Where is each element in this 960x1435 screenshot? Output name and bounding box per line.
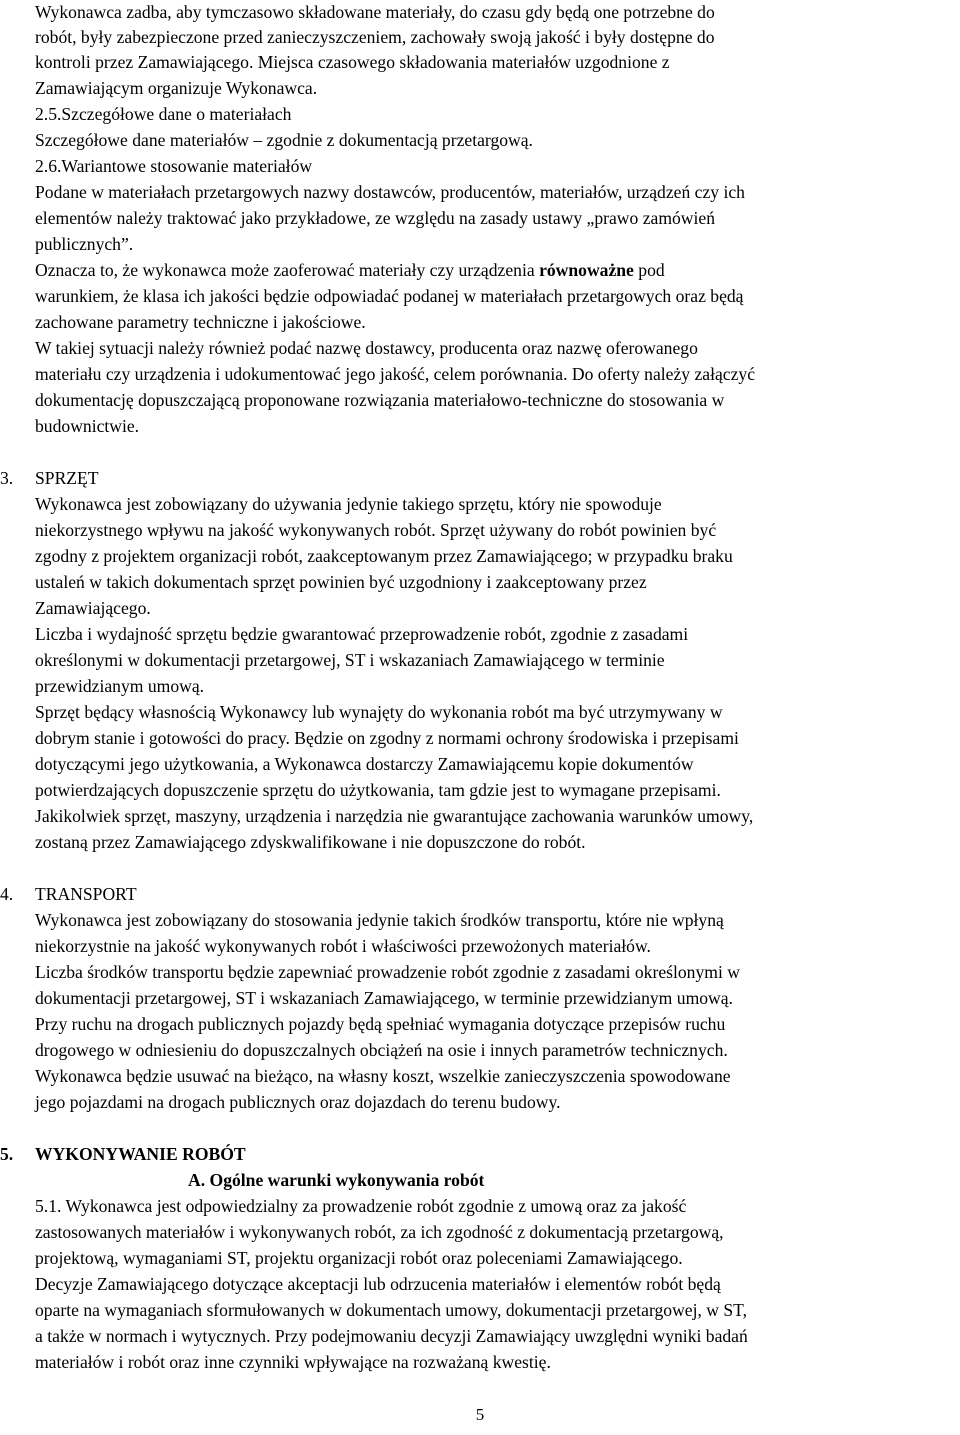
subsection-heading-2-6: 2.6.Wariantowe stosowanie materiałów (35, 156, 313, 176)
paragraph-line: dotyczącymi jego użytkowania, a Wykonawca dostarczy Zamawiającemu kopie dokumentów (35, 754, 694, 774)
subsection-heading-a: A. Ogólne warunki wykonywania robót (188, 1170, 485, 1190)
paragraph-line: Wykonawca zadba, aby tymczasowo składowane materiały, do czasu gdy będą one potrzebne do (35, 2, 715, 22)
paragraph-line: dokumentacji przetargowej, ST i wskazaniach Zamawiającego, w terminie przewidzianym umową. (35, 988, 733, 1008)
paragraph-line: oparte na wymaganiach sformułowanych w dokumentach umowy, dokumentacji przetargowej, w ST, (35, 1300, 748, 1320)
paragraph-line: publicznych”. (35, 234, 134, 254)
paragraph-line: budownictwie. (35, 416, 140, 436)
paragraph-line: elementów należy traktować jako przykładowe, ze względu na zasady ustawy „prawo zamówień (35, 208, 716, 228)
paragraph-line: Przy ruchu na drogach publicznych pojazdy będą spełniać wymagania dotyczące przepisów ruchu (35, 1014, 726, 1034)
page-number: 5 (475, 1405, 485, 1424)
paragraph-line: W takiej sytuacji należy również podać nazwę dostawcy, producenta oraz nazwę oferowanego (35, 338, 698, 358)
paragraph-line: ustaleń w takich dokumentach sprzęt powinien być uzgodniony i zaakceptowany przez (35, 572, 647, 592)
section-number: 3. (0, 468, 14, 488)
paragraph-line: określonymi w dokumentacji przetargowej, ST i wskazaniach Zamawiającego w terminie (35, 650, 665, 670)
section-number: 5. (0, 1144, 14, 1164)
paragraph-line: projektową, wymaganiami ST, projektu organizacji robót oraz poleceniami Zamawiającego. (35, 1248, 683, 1268)
paragraph-line: Podane w materiałach przetargowych nazwy dostawców, producentów, materiałów, urządzeń czy ich (35, 182, 745, 202)
paragraph-line: Wykonawca jest zobowiązany do stosowania jedynie takich środków transportu, które nie wpłyną (35, 910, 724, 930)
section-title: TRANSPORT (35, 884, 137, 904)
paragraph-line: Zamawiającym organizuje Wykonawca. (35, 78, 318, 98)
paragraph-line: Zamawiającego. (35, 598, 151, 618)
section-number: 4. (0, 884, 14, 904)
paragraph-line: warunkiem, że klasa ich jakości będzie odpowiadać podanej w materiałach przetargowych oraz będą (35, 286, 744, 306)
equivalent-text-before: Oznacza to, że wykonawca może zaoferować materiały czy urządzenia (35, 260, 540, 280)
paragraph-line: Jakikolwiek sprzęt, maszyny, urządzenia i narzędzia nie gwarantujące zachowania warunków umowy, (35, 806, 754, 826)
paragraph-line: materiału czy urządzenia i udokumentować jego jakość, celem porównania. Do oferty należy załączyć (35, 364, 756, 384)
paragraph-line: materiałów i robót oraz inne czynniki wpływające na rozważaną kwestię. (35, 1352, 551, 1372)
paragraph-line: 5.1. Wykonawca jest odpowiedzialny za prowadzenie robót zgodnie z umową oraz za jakość (35, 1196, 687, 1216)
section-title: SPRZĘT (35, 468, 99, 488)
section-title: WYKONYWANIE ROBÓT (35, 1144, 246, 1164)
paragraph-line: Wykonawca będzie usuwać na bieżąco, na własny koszt, wszelkie zanieczyszczenia spowodowane (35, 1066, 731, 1086)
paragraph-line: zastosowanych materiałów i wykonywanych robót, za ich zgodność z dokumentacją przetargową, (35, 1222, 724, 1242)
paragraph-line: niekorzystnego wpływu na jakość wykonywanych robót. Sprzęt używany do robót powinien być (35, 520, 717, 540)
paragraph-line: zgodny z projektem organizacji robót, zaakceptowanym przez Zamawiającego; w przypadku braku (35, 546, 733, 566)
equivalent-text-after: pod (633, 260, 665, 280)
paragraph-line: dobrym stanie i gotowości do pracy. Będzie on zgodny z normami ochrony środowiska i przepisami (35, 728, 739, 748)
paragraph-line: jego pojazdami na drogach publicznych oraz dojazdach do terenu budowy. (35, 1092, 561, 1112)
subsection-heading-2-5: 2.5.Szczegółowe dane o materiałach (35, 104, 292, 124)
paragraph-line: robót, były zabezpieczone przed zanieczyszczeniem, zachowały swoją jakość i były dostępne do (35, 27, 715, 47)
paragraph-line: zachowane parametry techniczne i jakościowe. (35, 312, 366, 332)
equivalent-bold-word: równoważne (539, 260, 634, 280)
paragraph-line: Szczegółowe dane materiałów – zgodnie z dokumentacją przetargową. (35, 130, 533, 150)
paragraph-line: Liczba i wydajność sprzętu będzie gwarantować przeprowadzenie robót, zgodnie z zasadami (35, 624, 689, 644)
paragraph-line: dokumentację dopuszczającą proponowane rozwiązania materiałowo-techniczne do stosowania w (35, 390, 725, 410)
paragraph-line: niekorzystnie na jakość wykonywanych robót i właściwości przewożonych materiałów. (35, 936, 651, 956)
paragraph-line: a także w normach i wytycznych. Przy podejmowaniu decyzji Zamawiający uwzględni wyniki badań (35, 1326, 748, 1346)
paragraph-line: Decyzje Zamawiającego dotyczące akceptacji lub odrzucenia materiałów i elementów robót będą (35, 1274, 721, 1294)
paragraph-line: zostaną przez Zamawiającego zdyskwalifikowane i nie dopuszczone do robót. (35, 832, 586, 852)
paragraph-line: Liczba środków transportu będzie zapewniać prowadzenie robót zgodnie z zasadami określonymi w (35, 962, 740, 982)
paragraph-line: drogowego w odniesieniu do dopuszczalnych obciążeń na osie i innych parametrów technicznych. (35, 1040, 728, 1060)
paragraph-line: przewidzianym umową. (35, 676, 205, 696)
paragraph-line: Wykonawca jest zobowiązany do używania jedynie takiego sprzętu, który nie spowoduje (35, 494, 662, 514)
paragraph-line: Sprzęt będący własnością Wykonawcy lub wynajęty do wykonania robót ma być utrzymywany w (35, 702, 723, 722)
paragraph-line: potwierdzających dopuszczenie sprzętu do użytkowania, tam gdzie jest to wymagane przepisami. (35, 780, 721, 800)
paragraph-line: kontroli przez Zamawiającego. Miejsca czasowego składowania materiałów uzgodnione z (35, 52, 670, 72)
paragraph-line-equivalent (35, 260, 665, 280)
